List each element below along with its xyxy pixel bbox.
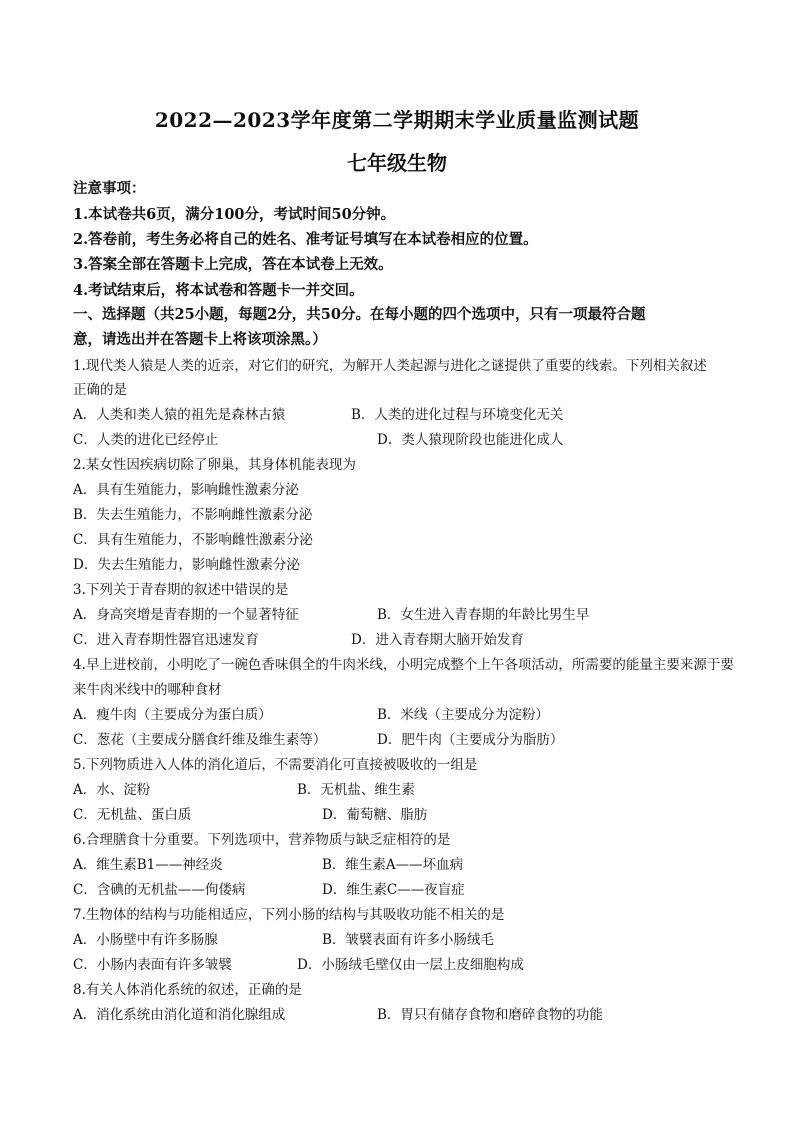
option-b: B．胃只有储存食物和磨碎食物的功能 xyxy=(377,1007,603,1023)
option-b: B．皱襞表面有许多小肠绒毛 xyxy=(322,932,494,948)
option-c: C．进入青春期性器官迅速发育 xyxy=(73,632,259,648)
exam-title: 2022—2023学年度第二学期期末学业质量监测试题 xyxy=(154,108,640,132)
option-b: B．女生进入青春期的年龄比男生早 xyxy=(377,607,590,623)
option-d: D．维生素C——夜盲症 xyxy=(322,882,465,898)
option-a: A．具有生殖能力，影响雌性激素分泌 xyxy=(73,482,299,498)
option-b: B．维生素A——坏血病 xyxy=(322,857,464,873)
question-stem: 3.下列关于青春期的叙述中错误的是 xyxy=(73,582,289,598)
option-a: A．消化系统由消化道和消化腺组成 xyxy=(73,1007,286,1023)
option-d: D．类人猿现阶段也能进化成人 xyxy=(377,432,564,448)
option-c: C．含碘的无机盐——佝偻病 xyxy=(73,882,246,898)
option-a: A．人类和类人猿的祖先是森林古猿 xyxy=(73,407,286,423)
option-b: B．失去生殖能力，不影响雌性激素分泌 xyxy=(73,507,313,523)
option-a: A．维生素B1——神经炎 xyxy=(73,857,223,873)
option-c: C．人类的进化已经停止 xyxy=(73,432,219,448)
option-d: D．小肠绒毛壁仅由一层上皮细胞构成 xyxy=(297,957,524,973)
option-a: A．水、淀粉 xyxy=(73,782,151,798)
option-d: D．失去生殖能力，影响雌性激素分泌 xyxy=(73,557,300,573)
option-a: A．小肠壁中有许多肠腺 xyxy=(73,932,218,948)
section-heading-cont: 意，请选出并在答题卡上将该项涂黑。） xyxy=(73,331,327,348)
option-a: A．身高突增是青春期的一个显著特征 xyxy=(73,607,299,623)
option-d: D．肥牛肉（主要成分为脂肪） xyxy=(377,732,564,748)
question-stem: 8.有关人体消化系统的叙述，正确的是 xyxy=(73,982,302,998)
option-b: B．人类的进化过程与环境变化无关 xyxy=(351,407,564,423)
question-stem: 6.合理膳食十分重要。下列选项中，营养物质与缺乏症相符的是 xyxy=(73,832,451,848)
exam-subtitle: 七年级生物 xyxy=(347,151,447,175)
question-stem: 4.早上进校前，小明吃了一碗色香味俱全的牛肉米线，小明完成整个上午各项活动，所需要的能量主要来源于要 xyxy=(73,657,734,673)
option-d: D．进入青春期大脑开始发育 xyxy=(351,632,524,648)
option-c: C．葱花（主要成分膳食纤维及维生素等） xyxy=(73,732,327,748)
notes-heading: 注意事项： xyxy=(73,180,146,197)
question-stem: 正确的是 xyxy=(73,382,127,398)
section-heading: 一、选择题（共25小题，每题2分，共50分。在每小题的四个选项中，只有一项最符合题 xyxy=(73,306,646,323)
question-stem: 2.某女性因疾病切除了卵巢，其身体机能表现为 xyxy=(73,457,356,473)
option-b: B．无机盐、维生素 xyxy=(297,782,415,798)
option-c: C．小肠内表面有许多皱襞 xyxy=(73,957,232,973)
note-item: 4.考试结束后，将本试卷和答题卡一并交回。 xyxy=(73,282,364,299)
option-c: C．具有生殖能力，不影响雌性激素分泌 xyxy=(73,532,313,548)
option-c: C．无机盐、蛋白质 xyxy=(73,807,192,823)
option-a: A．瘦牛肉（主要成分为蛋白质） xyxy=(73,707,272,723)
question-stem: 7.生物体的结构与功能相适应，下列小肠的结构与其吸收功能不相关的是 xyxy=(73,907,505,923)
question-stem: 1.现代类人猿是人类的近亲，对它们的研究，为解开人类起源与进化之谜提供了重要的线索。下列相关叙述 xyxy=(73,358,707,374)
option-b: B．米线（主要成分为淀粉） xyxy=(377,707,549,723)
question-stem: 来牛肉米线中的哪种食材 xyxy=(73,682,222,698)
note-item: 2.答卷前，考生务必将自己的姓名、准考证号填写在本试卷相应的位置。 xyxy=(73,231,538,248)
note-item: 1.本试卷共6页，满分100分，考试时间50分钟。 xyxy=(73,206,396,223)
option-d: D．葡萄糖、脂肪 xyxy=(322,807,428,823)
note-item: 3.答案全部在答题卡上完成，答在本试卷上无效。 xyxy=(73,256,393,273)
question-stem: 5.下列物质进入人体的消化道后，不需要消化可直接被吸收的一组是 xyxy=(73,757,478,773)
